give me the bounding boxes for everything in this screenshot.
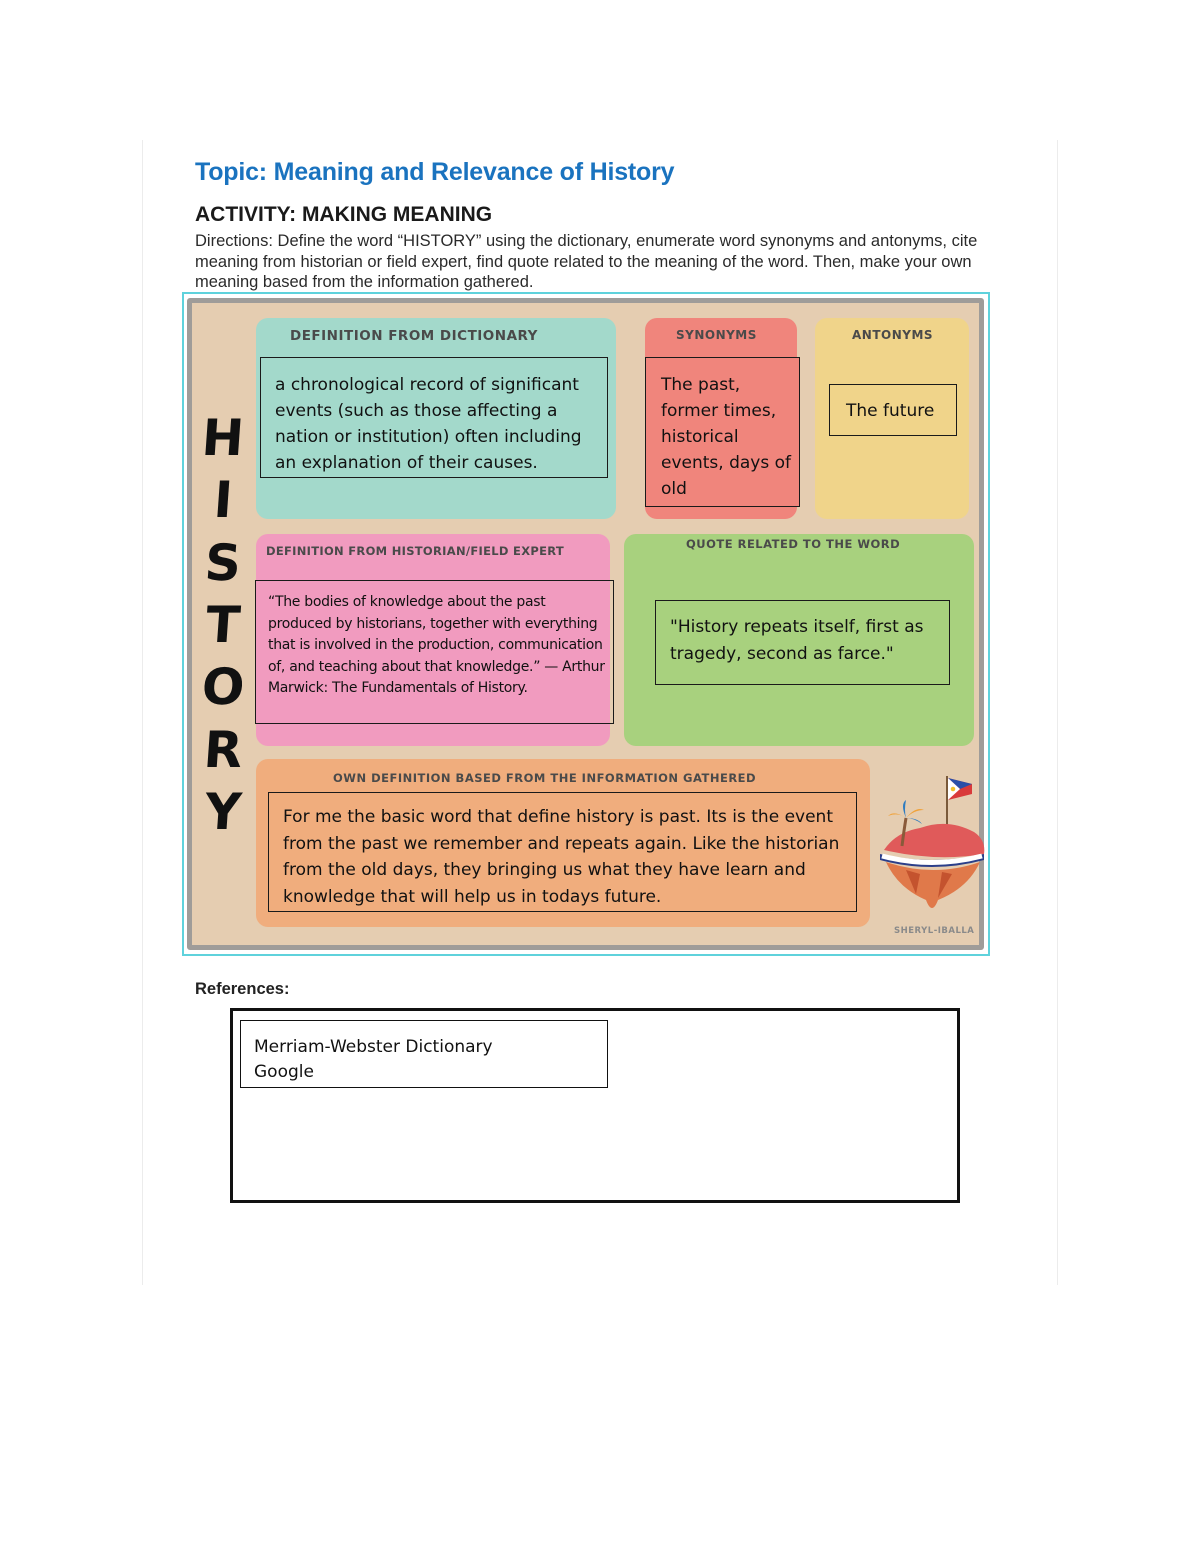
floating-island-icon [876, 770, 988, 918]
page-edge-left [142, 140, 143, 1285]
synonyms-panel-title: SYNONYMS [676, 328, 757, 342]
page-edge-right [1057, 140, 1058, 1285]
history-letter: O [199, 658, 247, 717]
reference-item: Google [254, 1062, 314, 1082]
history-letter: I [211, 471, 235, 530]
history-letter: R [201, 720, 245, 779]
expert-panel-title: DEFINITION FROM HISTORIAN/FIELD EXPERT [266, 544, 565, 558]
history-letter: S [202, 533, 244, 592]
dictionary-panel-title: DEFINITION FROM DICTIONARY [290, 328, 538, 344]
antonyms-answer-box[interactable]: The future [829, 384, 957, 436]
dictionary-answer-box[interactable]: a chronological record of significant events (such as those affecting a nation or institution) often including an explanation of their causes. [260, 357, 608, 478]
own-definition-answer-box[interactable]: For me the basic word that define history is past. Its is the event from the past we remember and repeats again. Like the historian from the old days, they bringing us what they have learn and knowledge that will help us in todays future. [268, 792, 857, 912]
references-text-box[interactable] [240, 1020, 608, 1088]
references-label: References: [195, 980, 290, 998]
expert-answer-box[interactable]: “The bodies of knowledge about the past produced by historians, together with everything that is involved in the production, communication of, and teaching about that knowledge.” — Arthur Marwick: The Fundamentals of History. [255, 580, 614, 724]
synonyms-answer-box[interactable]: The past, former times, historical events, days of old [645, 357, 800, 507]
history-letter: Y [202, 782, 244, 841]
quote-answer-box[interactable]: "History repeats itself, first as tragedy, second as farce." [655, 600, 950, 685]
history-letter: T [203, 595, 243, 654]
history-vertical-word [198, 410, 248, 840]
directions-text: Directions: Define the word “HISTORY” using the dictionary, enumerate word synonyms and antonyms, cite meaning from historian or field expert, find quote related to the meaning of the word. Then, make your own meaning based from the information gathered. [195, 232, 978, 291]
antonyms-panel-title: ANTONYMS [852, 328, 934, 342]
own-definition-panel-title: OWN DEFINITION BASED FROM THE INFORMATION GATHERED [333, 771, 757, 785]
topic-title: Topic: Meaning and Relevance of History [195, 158, 675, 186]
credit-text: SHERYL-IBALLA [894, 926, 975, 936]
quote-panel-title: QUOTE RELATED TO THE WORD [686, 537, 901, 551]
activity-title: ACTIVITY: MAKING MEANING [195, 203, 493, 226]
history-letter: H [200, 409, 246, 467]
philippine-flag-icon [946, 776, 972, 826]
reference-item: Merriam-Webster Dictionary [254, 1037, 493, 1057]
